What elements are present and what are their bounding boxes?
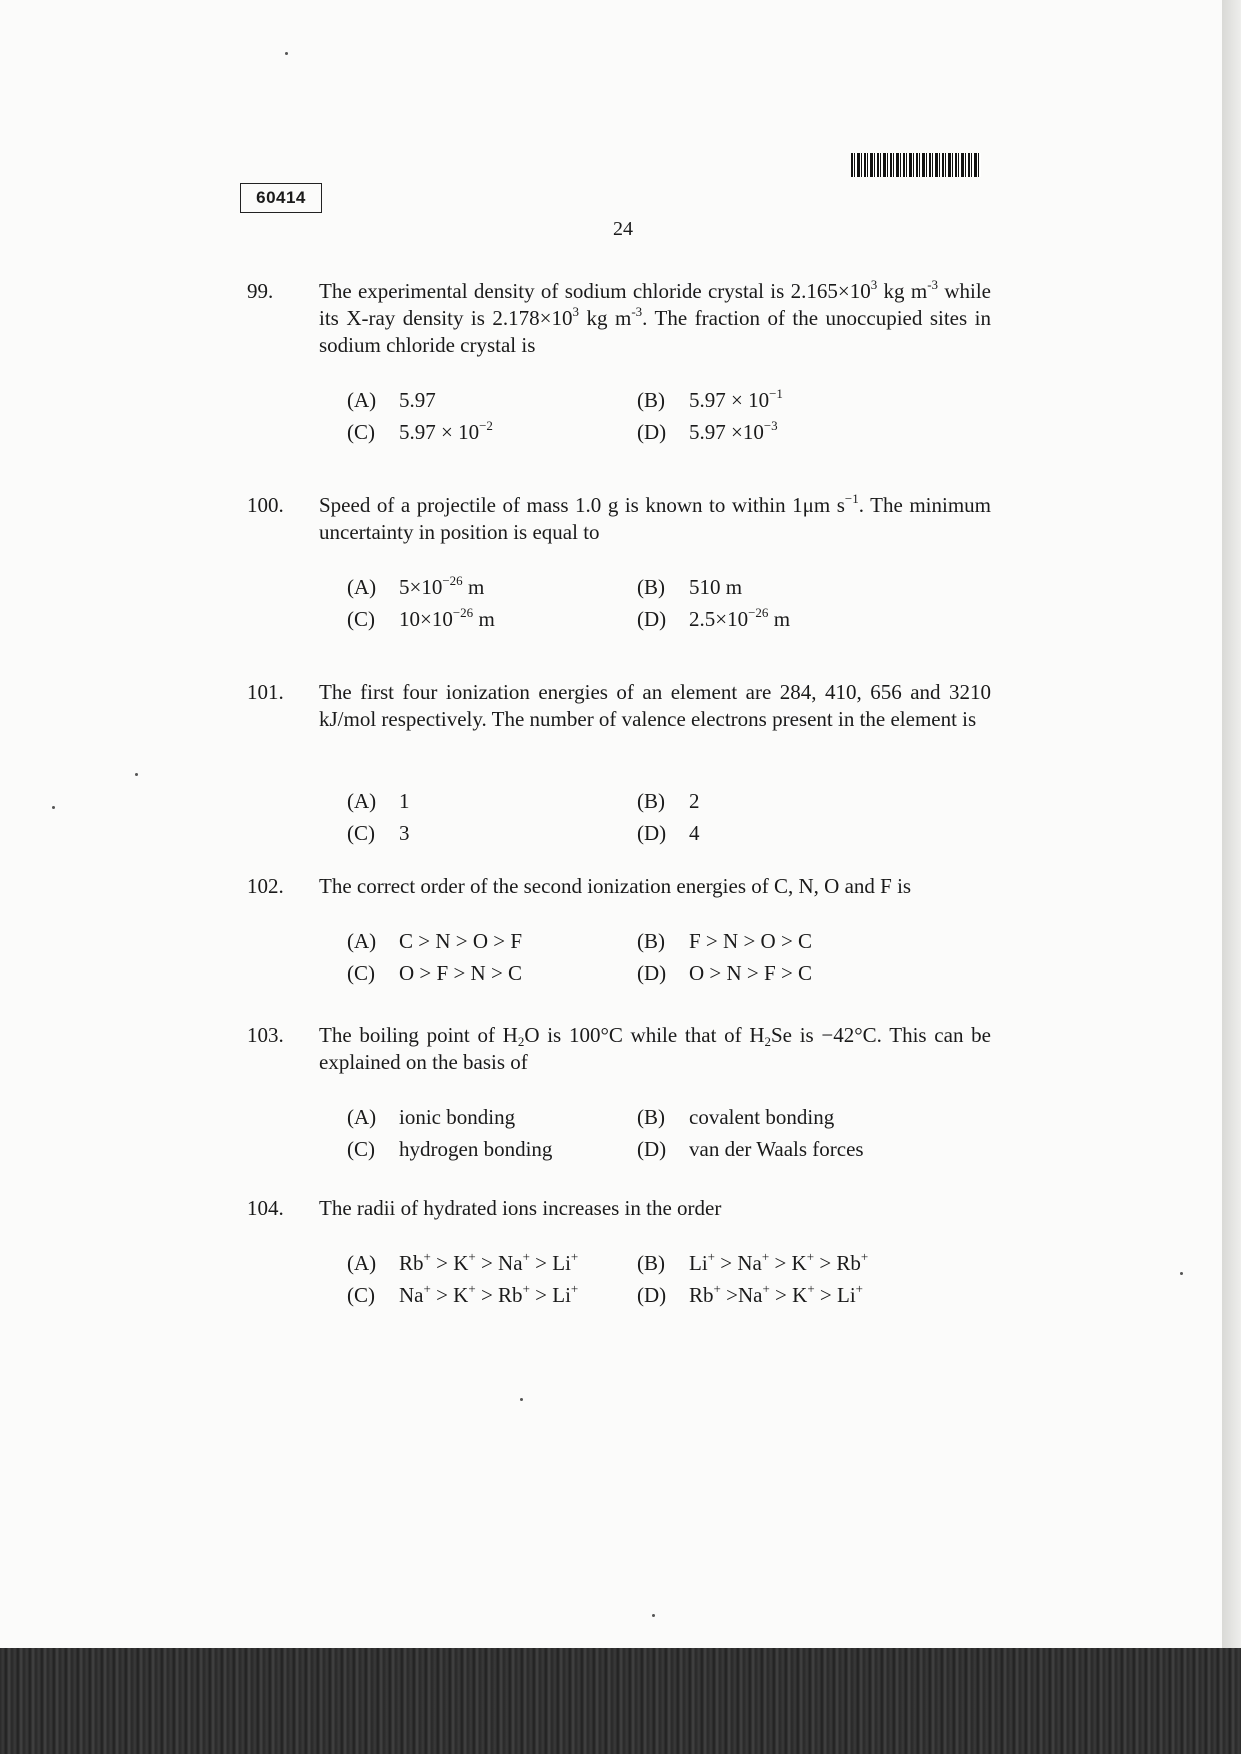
question-number: 103. [247,1023,284,1047]
page-number: 24 [613,218,633,240]
option-text [399,1105,515,1129]
text-run: 2.5×10 [689,607,749,631]
barcode [851,153,981,177]
paper-edge [1222,0,1241,1648]
superscript: −1 [769,386,783,401]
text-run: > Rb [814,1251,861,1275]
option-label: (A) [347,789,377,813]
option-label: (C) [347,420,375,444]
option-b [637,1104,834,1131]
text-run: > K [430,1283,469,1307]
superscript: + [468,1281,476,1296]
text-run: Rb [399,1251,424,1275]
option-label: (A) [347,1251,377,1275]
superscript: + [707,1249,716,1264]
text-run: m [473,607,495,631]
question-stem [319,492,991,546]
text-run: The boiling point of H [319,1023,518,1047]
superscript: + [522,1281,530,1296]
option-label: (B) [637,789,665,813]
superscript: + [761,1249,770,1264]
superscript: -3 [631,304,643,319]
question-number: 101. [247,680,284,704]
text-run: > K [769,1251,807,1275]
question-stem [319,679,991,733]
question-number: 104. [247,1196,284,1220]
text-run: Li [689,1251,708,1275]
scan-speck [135,773,138,776]
text-run: Na [399,1283,424,1307]
option-label: (A) [347,575,377,599]
option-c [347,960,522,987]
text-run: > Li [814,1283,856,1307]
option-c [347,1136,552,1163]
paper-code-box: 60414 [240,183,322,213]
option-text [399,789,410,813]
option-text [689,1105,834,1129]
text-run: O is 100°C while that of H [524,1023,765,1047]
option-label: (C) [347,1283,375,1307]
text-run: while its X-ray density is 2.178×10 [319,279,992,330]
option-b [637,788,700,815]
option-d [637,1136,864,1163]
option-text [399,1283,578,1307]
option-text [689,420,778,444]
option-text [689,789,700,813]
text-run: The radii of hydrated ions increases in the order [319,1196,722,1220]
option-text [399,1251,578,1275]
option-a [347,788,410,815]
text-run: 5.97 × 10 [689,388,770,412]
superscript: −26 [748,605,769,620]
option-text [399,575,484,599]
option-d [637,1282,863,1309]
option-text [399,388,436,412]
text-run: 3 [399,821,410,845]
text-run: O > F > N > C [399,961,523,985]
question-stem [319,873,991,900]
option-label: (C) [347,607,375,631]
question-number: 100. [247,493,284,517]
superscript: −26 [452,605,474,620]
text-run: O > N > F > C [689,961,813,985]
text-run: 5.97 × 10 [399,420,480,444]
question-stem [319,278,991,359]
superscript: + [522,1249,530,1264]
option-label: (A) [347,929,377,953]
option-text [689,1137,864,1161]
option-label: (D) [637,1283,667,1307]
superscript: −2 [479,418,493,433]
superscript: + [855,1281,864,1296]
superscript: -3 [927,277,939,292]
question-stem [319,1195,991,1222]
text-run: > K [769,1283,808,1307]
option-label: (C) [347,821,375,845]
option-label: (D) [637,420,667,444]
option-b [637,1250,868,1277]
option-text [399,929,522,953]
option-label: (A) [347,388,377,412]
option-label: (A) [347,1105,377,1129]
question-number: 102. [247,874,284,898]
superscript: 3 [870,277,878,292]
option-c [347,419,493,446]
option-a [347,387,436,414]
scanner-background [0,1648,1241,1754]
option-d [637,606,790,633]
option-label: (D) [637,821,667,845]
text-run: ionic bonding [399,1105,516,1129]
text-run: 1 [399,789,410,813]
text-run: m [462,575,485,599]
text-run: . The minimum uncertainty in position is equal to [319,493,991,544]
text-run: >Na [720,1283,763,1307]
option-label: (D) [637,1137,667,1161]
superscript: + [423,1281,431,1296]
option-text [689,929,812,953]
option-label: (C) [347,1137,375,1161]
option-text [689,607,790,631]
option-c [347,606,495,633]
option-label: (D) [637,961,667,985]
scan-speck [52,806,55,809]
text-run: > K [430,1251,469,1275]
superscript: + [570,1281,579,1296]
text-run: 5×10 [399,575,443,599]
option-text [689,575,742,599]
superscript: −26 [442,573,463,588]
option-a [347,1104,515,1131]
option-text [689,388,783,412]
text-run: van der Waals forces [689,1137,864,1161]
option-b [637,387,783,414]
option-text [399,821,410,845]
text-run: kg m [579,306,632,330]
option-label: (B) [637,575,665,599]
superscript: + [806,1249,815,1264]
superscript: + [468,1249,476,1264]
option-text [399,1137,552,1161]
option-a [347,1250,578,1277]
superscript: + [713,1281,721,1296]
text-run: covalent bonding [689,1105,835,1129]
text-run: C > N > O > F [399,929,523,953]
scan-speck [1180,1272,1183,1275]
text-run: Rb [689,1283,714,1307]
scan-speck [652,1614,655,1617]
option-text [399,607,495,631]
text-run: 2 [689,789,700,813]
superscript: + [423,1249,431,1264]
option-label: (B) [637,929,665,953]
text-run: 5.97 ×10 [689,420,764,444]
option-text [689,1283,863,1307]
superscript: + [860,1249,869,1264]
text-run: > Rb [475,1283,523,1307]
option-c [347,820,410,847]
subscript: 2 [517,1034,525,1049]
superscript: + [807,1281,815,1296]
option-a [347,928,522,955]
option-label: (B) [637,1251,665,1275]
text-run: F > N > O > C [689,929,813,953]
text-run: The correct order of the second ionization energies of C, N, O and F is [319,874,912,898]
text-run: 5.97 [399,388,436,412]
option-d [637,820,700,847]
superscript: 3 [572,304,580,319]
text-run: kg m [877,279,928,303]
option-text [399,961,522,985]
text-run: > Na [475,1251,523,1275]
text-run: Se is −42°C. This can be explained on the basis of [319,1023,991,1074]
text-run: The experimental density of sodium chloride crystal is 2.165×10 [319,279,871,303]
scan-speck [520,1398,523,1401]
option-c [347,1282,578,1309]
text-run: Speed of a projectile of mass 1.0 g is known to within 1μm s [319,493,845,517]
superscript: + [570,1249,579,1264]
option-a [347,574,484,601]
text-run: The first four ionization energies of an element are 284, 410, 656 and 3210 kJ/mol respectively. The number of valence electrons present in the element is [319,680,991,731]
text-run: hydrogen bonding [399,1137,553,1161]
text-run: 4 [689,821,700,845]
question-stem [319,1022,991,1076]
option-label: (B) [637,388,665,412]
superscript: −3 [763,418,778,433]
option-b [637,928,812,955]
option-label: (C) [347,961,375,985]
scan-speck [285,52,288,55]
option-label: (B) [637,1105,665,1129]
option-text [399,420,493,444]
text-run: > Li [529,1283,571,1307]
option-d [637,960,812,987]
option-text [689,1251,868,1275]
superscript: + [762,1281,770,1296]
superscript: −1 [844,491,859,506]
question-number: 99. [247,279,274,303]
text-run: 510 m [689,575,743,599]
option-b [637,574,742,601]
text-run: m [768,607,791,631]
option-label: (D) [637,607,667,631]
option-d [637,419,778,446]
subscript: 2 [764,1034,771,1049]
text-run: . The fraction of the unoccupied sites in sodium chloride crystal is [319,306,991,357]
option-text [689,961,812,985]
option-text [689,821,700,845]
text-run: 10×10 [399,607,453,631]
text-run: > Li [529,1251,571,1275]
text-run: > Na [715,1251,762,1275]
